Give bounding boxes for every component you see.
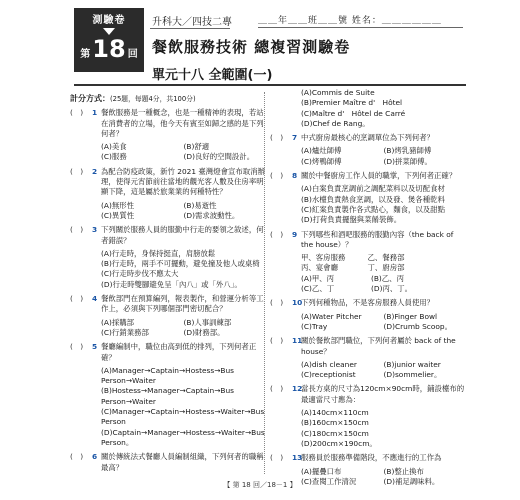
test-paper-label: 測驗卷 <box>92 15 126 26</box>
answer-option: 丙、宴會廳 丁、廚房部 <box>301 263 405 273</box>
question-number: 10 <box>292 298 303 308</box>
answer-blank: ( ) <box>70 166 84 176</box>
question-stem-row <box>70 108 266 139</box>
question-stem: 為配合防疫政策，新竹 2021 臺灣燈會宣布取消辦理，使得元宵節前往當地的觀光客人數及住房率明顯下降，這是屬於旅業業的何種特性？ <box>101 166 265 197</box>
answer-option: (A)行走時，身保持挺直，肩膀放鬆 <box>101 248 216 258</box>
answer-option: (D)補足調味料。 <box>383 476 440 486</box>
answer-option: (B)易逝性 <box>183 200 217 210</box>
test-number-suffix: 回 <box>127 49 138 60</box>
answer-blank: ( ) <box>270 453 284 463</box>
answer-blank: ( ) <box>70 108 84 118</box>
left-question-list <box>70 108 266 473</box>
question-item <box>70 452 266 473</box>
question-number: 11 <box>292 336 303 346</box>
answer-option: (D)Chef de Rang。 <box>301 118 370 128</box>
question-stem: 關於中餐廚房工作人員的職掌，下列何者正確？ <box>301 171 457 181</box>
answer-option: (D)Captain→Manager→Hostess→Waiter→Bus Person。 <box>101 427 268 447</box>
answer-option: (D)拼菜師傅。 <box>383 156 432 166</box>
down-triangle-icon <box>103 28 115 35</box>
scoring-detail: (25題，每題4分，共100分) <box>110 95 196 103</box>
question-options <box>270 88 466 129</box>
answer-blank: ( ) <box>270 336 284 346</box>
answer-blank: ( ) <box>270 384 284 394</box>
answer-option: (A)爐灶師傅 <box>301 146 342 156</box>
answer-option: 甲、客房服務 乙、餐務部 <box>301 253 405 263</box>
question-options <box>270 253 466 294</box>
question-stem-row <box>270 171 466 181</box>
question-options <box>70 318 266 339</box>
answer-option: (A)Manager→Captain→Hostess→Bus Person→Waiter <box>101 365 237 386</box>
student-info-underline <box>258 27 463 28</box>
answer-option: (B)水檯負責熱食烹調，以及發、煲各種乾料 <box>301 194 445 204</box>
course-label: 升科大／四技二專 <box>152 17 232 28</box>
question-item <box>270 336 466 380</box>
question-options <box>70 249 266 290</box>
question-stem: 下列關於服務人員的服勤中行走的要領之敘述，何者錯誤？ <box>101 225 264 245</box>
question-number: 8 <box>292 171 298 181</box>
question-item <box>270 298 466 332</box>
answer-option: (C)服務 <box>101 152 127 162</box>
test-number-tab <box>74 8 144 72</box>
question-number: 4 <box>92 294 98 304</box>
answer-blank: ( ) <box>270 298 284 308</box>
question-stem-row <box>70 294 266 315</box>
answer-option: (A)Water Pitcher <box>301 311 362 321</box>
question-stem: 餐飲部門在預算編列，報表製作，和營運分析等工作上，必須與下列哪個部門密切配合？ <box>101 294 264 314</box>
question-stem-row <box>270 298 466 308</box>
question-stem-row <box>270 453 466 463</box>
answer-option: (B)人事訓練部 <box>183 317 232 327</box>
page-footer: 【 第 18 回／18－1 】 <box>223 481 297 489</box>
question-stem: 中式廚房最核心的烹調單位為下列何者？ <box>301 133 435 143</box>
question-stem: 關於餐飲部門職位，下列何者屬於 back of the house？ <box>301 336 456 356</box>
question-stem: 下列哪些和酒吧服務的服勤內容（the back of the house）？ <box>301 229 454 249</box>
answer-option: (D)良好的空間設計。 <box>183 152 255 162</box>
answer-option: (C)Tray <box>301 321 328 331</box>
right-question-list <box>270 88 466 487</box>
unit-title: 單元十八 全範圍(一) <box>152 68 273 83</box>
answer-option: (C)行銷業務部 <box>101 327 149 337</box>
question-options <box>70 366 266 448</box>
answer-option: (D)需求波動性。 <box>183 210 240 220</box>
question-number: 3 <box>92 225 98 235</box>
answer-option: (D)200cm×190cm。 <box>301 438 377 448</box>
answer-option: (A)擺疊口布 <box>301 466 342 476</box>
question-stem: 當長方桌的尺寸為120cm×90cm時，鋪設檯布的最適當尺寸應為： <box>301 384 465 404</box>
answer-option: (B)行走時，兩手不可擺動，避免撞及他人或桌椅 <box>101 259 260 269</box>
question-stem-row <box>270 133 466 143</box>
question-item <box>270 88 466 129</box>
answer-option: (A)白案負責烹調前之調配菜料以及切配食材 <box>301 184 445 194</box>
question-stem-row <box>70 342 266 363</box>
answer-blank: ( ) <box>70 225 84 235</box>
answer-option: (C)Manager→Captain→Hostess→Waiter→Bus Person <box>101 407 267 427</box>
question-item <box>70 225 266 290</box>
column-divider <box>264 92 265 474</box>
answer-option: (C)烤鴨師傅 <box>301 156 342 166</box>
answer-option: (D)行走時雙腳避免呈「內八」或「外八」。 <box>101 279 242 289</box>
course-underline <box>150 28 230 29</box>
answer-option: (C)Maître d' Hôtel de Carré <box>301 108 406 118</box>
left-column <box>70 94 266 476</box>
answer-option: (B)Finger Bowl <box>383 311 438 321</box>
answer-option: (A)Commis de Suite <box>301 88 375 97</box>
answer-option: (A)採購部 <box>101 317 134 327</box>
question-item <box>270 171 466 225</box>
question-number: 1 <box>92 108 98 118</box>
answer-blank: ( ) <box>70 342 84 352</box>
test-number: 18 <box>92 35 126 63</box>
answer-option: (A)美食 <box>101 142 127 152</box>
question-stem-row <box>270 384 466 405</box>
question-number: 2 <box>92 166 98 176</box>
question-item <box>270 384 466 449</box>
question-number: 5 <box>92 342 98 352</box>
question-options <box>270 312 466 333</box>
question-item <box>270 133 466 167</box>
answer-option: (A)甲、丙 (B)乙、丙 <box>301 273 404 283</box>
answer-blank: ( ) <box>270 229 284 239</box>
test-number-row <box>74 36 144 62</box>
answer-option: (B)160cm×150cm <box>301 418 369 428</box>
question-number: 13 <box>292 453 303 463</box>
answer-option: (D)sommelier。 <box>383 370 442 380</box>
answer-option: (B)junior waiter <box>383 359 441 369</box>
answer-blank: ( ) <box>270 133 284 143</box>
question-stem: 下列何種物品，不是客房服務人員使用？ <box>301 298 435 308</box>
question-stem-row <box>70 452 266 473</box>
answer-option: (A)dish cleaner <box>301 359 357 369</box>
question-item <box>70 108 266 162</box>
question-item <box>70 342 266 448</box>
question-options <box>70 142 266 163</box>
test-number-prefix: 第 <box>80 49 91 60</box>
question-stem: 餐飲服務是一種概念，也是一種精神的表現，若站在消費者的立場，他今天有賓至如歸之感的是下列何者？ <box>101 108 264 138</box>
question-options <box>270 146 466 167</box>
answer-option: (D)財務部。 <box>183 327 225 337</box>
student-info-fields: ＿＿年＿＿班＿＿號 姓名：＿＿＿＿＿＿ <box>258 16 442 26</box>
question-options <box>270 360 466 381</box>
answer-option: (C)紅案負責製作各式點心，麵食，以及甜點 <box>301 204 445 214</box>
answer-option: (A)無形性 <box>101 200 134 210</box>
right-column <box>270 88 466 491</box>
answer-option: (C)行走時步伐不應太大 <box>101 269 179 279</box>
question-stem: 餐廳編制中，職位由高到低的排列，下列何者正確？ <box>101 342 257 362</box>
question-number: 7 <box>292 133 298 143</box>
question-stem-row <box>270 230 466 251</box>
question-number: 9 <box>292 229 298 239</box>
answer-blank: ( ) <box>70 452 84 462</box>
question-stem-row <box>270 336 466 357</box>
answer-option: (C)查閱工作清況 <box>301 476 357 486</box>
answer-option: (B)Hostess→Manager→Captain→Bus Person→Waiter <box>101 386 237 406</box>
answer-option: (B)烤乳豬師傅 <box>383 146 432 156</box>
question-number: 6 <box>92 452 98 462</box>
scoring-method <box>70 94 266 104</box>
question-item <box>70 167 266 221</box>
answer-option: (A)140cm×110cm <box>301 408 369 418</box>
question-options <box>70 201 266 222</box>
answer-option: (B)Premier Maître d' Hôtel <box>301 98 403 108</box>
page-title: 餐飲服務技術 總複習測驗卷 <box>152 38 351 56</box>
question-item <box>270 230 466 295</box>
answer-option: (D)打荷負責擺盤與菜餚裝飾。 <box>301 215 402 225</box>
answer-option: (D)Crumb Scoop。 <box>383 321 452 331</box>
header-divider <box>74 84 466 86</box>
answer-option: (C)異質性 <box>101 210 135 220</box>
answer-blank: ( ) <box>70 294 84 304</box>
question-number: 12 <box>292 384 303 394</box>
question-stem-row <box>70 225 266 246</box>
question-stem: 服務員於服務準備階段，不應進行的工作為 <box>301 453 442 463</box>
answer-blank: ( ) <box>270 171 284 181</box>
question-stem: 關於傳統法式餐廳人員編制組織，下列何者的職稱最高？ <box>101 452 264 472</box>
answer-option: (C)180cm×150cm <box>301 428 369 438</box>
question-stem-row <box>70 167 266 198</box>
answer-option: (C)乙、丁 (D)丙、丁。 <box>301 284 413 294</box>
question-options <box>270 184 466 225</box>
scoring-label: 計分方式： <box>70 94 110 103</box>
question-item <box>70 294 266 338</box>
answer-option: (C)receptionist <box>301 370 356 380</box>
question-options <box>270 408 466 449</box>
answer-option: (B)整止換布 <box>383 466 424 476</box>
answer-option: (B)舒適 <box>183 142 210 152</box>
